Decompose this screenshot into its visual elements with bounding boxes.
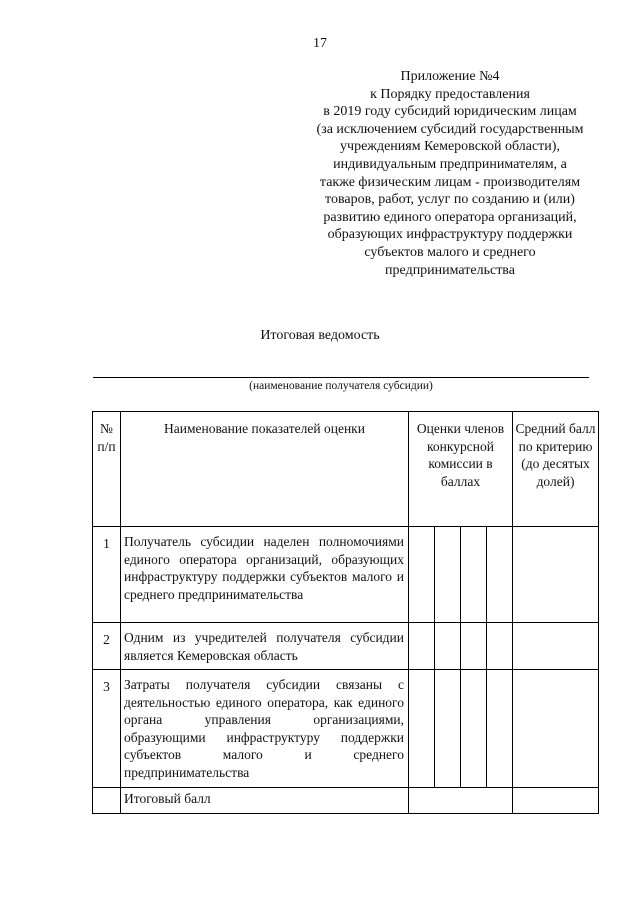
score-cell[interactable]	[435, 527, 461, 623]
total-row	[93, 788, 599, 814]
score-cell[interactable]	[409, 670, 435, 788]
appendix-line: к Порядку предоставления	[370, 86, 530, 102]
appendix-line: товаров, работ, услуг по созданию и (или)	[325, 192, 575, 208]
score-cell[interactable]	[461, 527, 487, 623]
score-cell[interactable]	[461, 623, 487, 670]
appendix-line: образующих инфраструктуру поддержки	[327, 227, 573, 243]
header-number: № п/п	[93, 412, 121, 527]
row-indicator-text: Одним из учредителей получателя субсидии является Кемеровская область	[121, 623, 409, 670]
table-row	[93, 670, 599, 788]
header-average-score: Средний балл по критерию (до десятых долей)	[513, 412, 599, 527]
score-cell[interactable]	[435, 670, 461, 788]
appendix-line: развитию единого оператора организаций,	[323, 209, 577, 225]
appendix-header	[300, 68, 600, 279]
row-indicator-text: Затраты получателя субсидии связаны с деятельностью единого оператора, как единого органа управления организациями, образующими инфраструктуру поддержки субъектов малого и среднего предпринимательства	[121, 670, 409, 788]
document-title: Итоговая ведомость	[260, 328, 380, 343]
row-number: 2	[93, 623, 121, 670]
score-cell[interactable]	[435, 623, 461, 670]
row-number: 1	[93, 527, 121, 623]
recipient-name-line	[93, 377, 589, 378]
row-indicator-text: Получатель субсидии наделен полномочиями единого оператора организаций, образующих инфраструктуру поддержки субъектов малого и среднего предпринимательства	[121, 527, 409, 623]
score-cell[interactable]	[409, 527, 435, 623]
header-indicator-name: Наименование показателей оценки	[121, 412, 409, 527]
page-number: 17	[313, 36, 327, 51]
appendix-line: индивидуальным предпринимателям, а	[333, 156, 567, 172]
appendix-line: также физическим лицам - производителям	[319, 174, 581, 190]
score-cell[interactable]	[487, 623, 513, 670]
table-header-row	[93, 412, 599, 527]
score-cell[interactable]	[487, 670, 513, 788]
recipient-caption: (наименование получателя субсидии)	[249, 380, 433, 392]
table-row	[93, 623, 599, 670]
total-number-cell	[93, 788, 121, 814]
appendix-line: (за исключением субсидий государственным	[316, 121, 584, 137]
average-cell[interactable]	[513, 670, 599, 788]
row-number: 3	[93, 670, 121, 788]
average-cell[interactable]	[513, 623, 599, 670]
appendix-line: предпринимательства	[385, 262, 515, 278]
total-label: Итоговый балл	[121, 788, 409, 814]
average-cell[interactable]	[513, 527, 599, 623]
appendix-line: в 2019 году субсидий юридическим лицам	[323, 104, 577, 120]
total-average-cell[interactable]	[513, 788, 599, 814]
total-scores-cell[interactable]	[409, 788, 513, 814]
scoring-table	[92, 411, 599, 814]
score-cell[interactable]	[461, 670, 487, 788]
header-commission-scores: Оценки членов конкурсной комиссии в баллах	[409, 412, 513, 527]
score-cell[interactable]	[487, 527, 513, 623]
table-row	[93, 527, 599, 623]
appendix-line: субъектов малого и среднего	[364, 244, 536, 260]
appendix-line: учреждениям Кемеровской области),	[340, 139, 560, 155]
appendix-line: Приложение №4	[400, 69, 500, 84]
score-cell[interactable]	[409, 623, 435, 670]
